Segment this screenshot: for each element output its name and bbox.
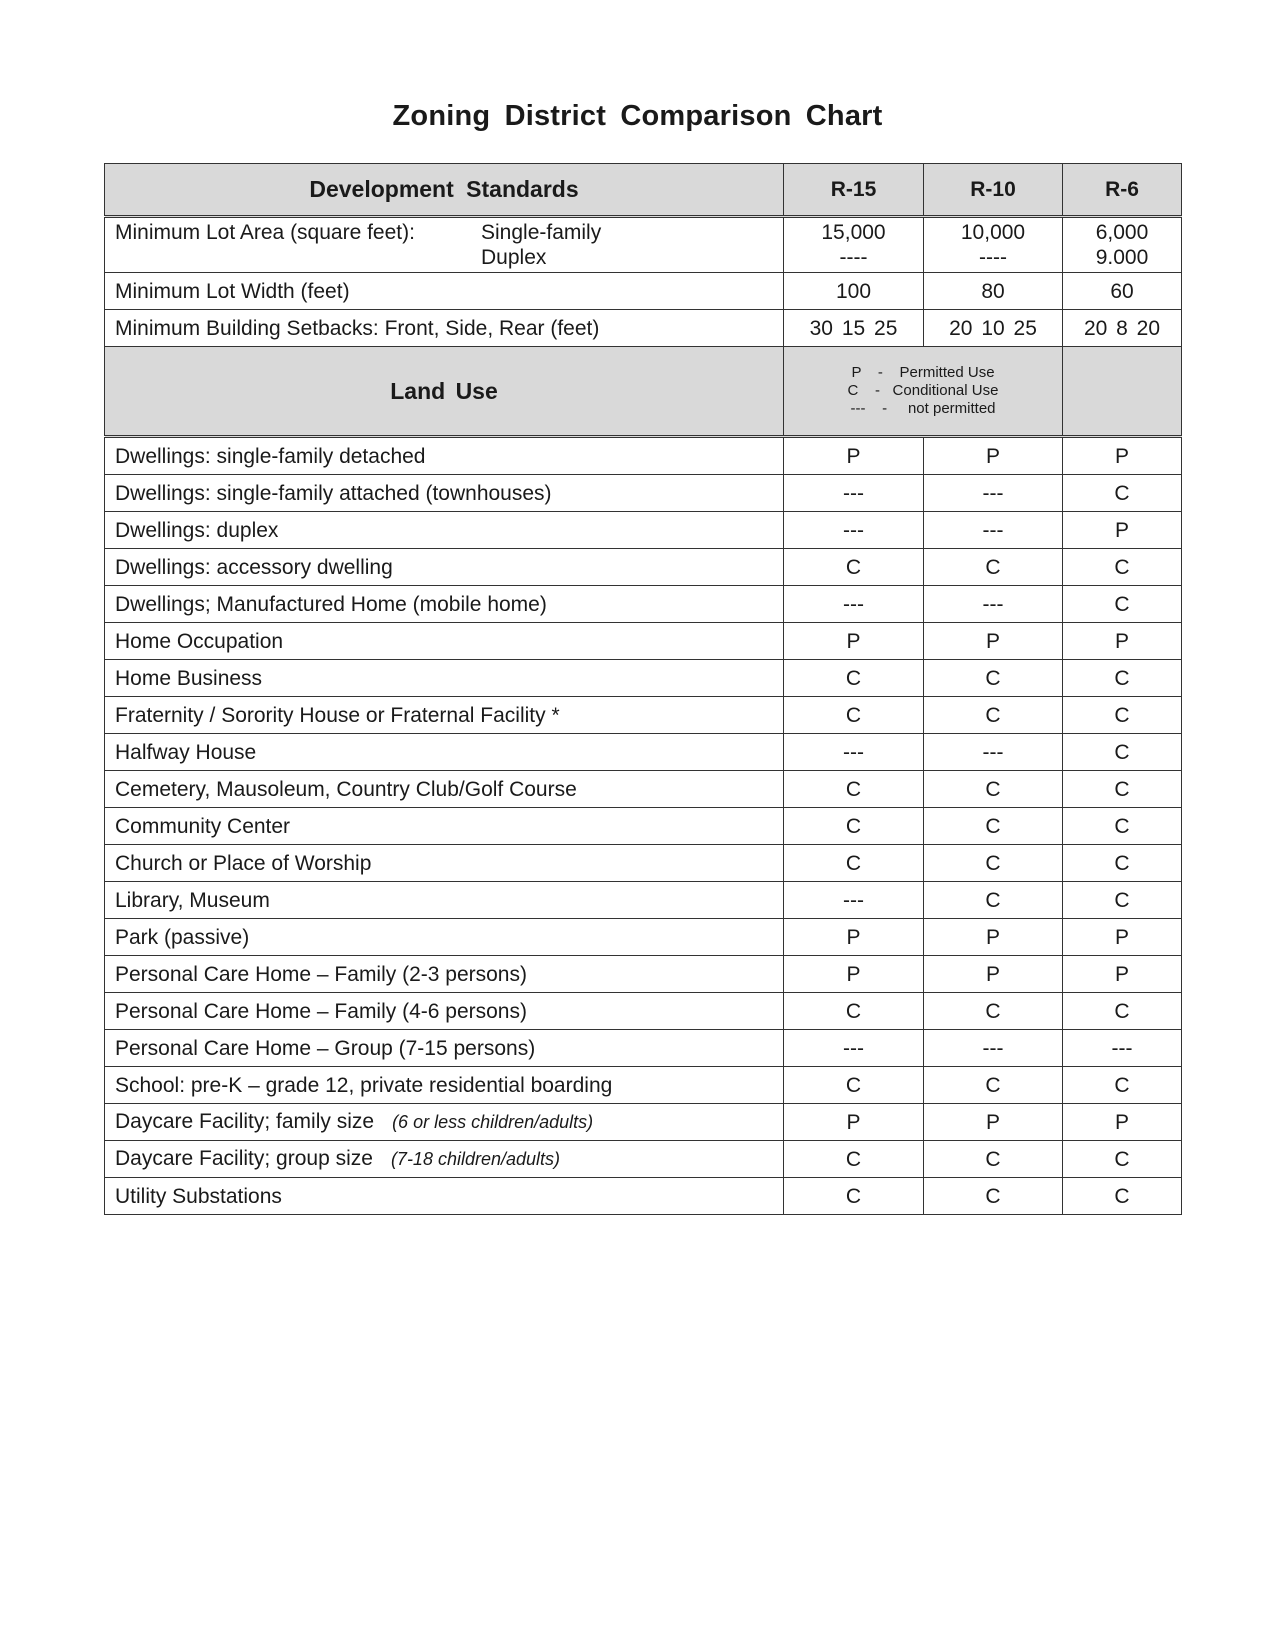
table-row [105,771,1182,808]
use-value-r6: --- [1063,1030,1182,1067]
use-value-r6: P [1063,623,1182,660]
district-header-r10: R-10 [924,164,1063,217]
use-value-r10: P [924,1104,1063,1141]
use-value-r6: P [1063,919,1182,956]
value-cell: 10,000 [960,221,1026,244]
use-value-r15: P [784,956,924,993]
land-use-name: Cemetery, Mausoleum, Country Club/Golf Course [115,777,577,801]
use-value-r6: C [1063,549,1182,586]
land-use-name: Halfway House [115,740,257,764]
district-header-r15: R-15 [784,164,924,217]
use-value-r15: --- [784,734,924,771]
use-value-r15: C [784,845,924,882]
setbacks-row [105,310,1182,347]
table-row [105,956,1182,993]
land-use-name: Dwellings: single-family attached (townhouses) [115,481,552,505]
use-value-r6: P [1063,512,1182,549]
land-use-label [105,586,784,623]
use-value-r10: --- [924,586,1063,623]
use-value-r6: C [1063,475,1182,512]
min-lot-width-r10: 80 [924,273,1063,310]
table-row [105,1030,1182,1067]
land-use-label [105,512,784,549]
land-use-header-row [105,347,1182,437]
table-row [105,1067,1182,1104]
legend-conditional: C - Conditional Use [847,382,999,399]
table-row [105,993,1182,1030]
use-value-r15: C [784,771,924,808]
min-lot-area-r15 [784,217,924,273]
use-value-r15: P [784,919,924,956]
table-row [105,437,1182,475]
use-value-r10: P [924,623,1063,660]
use-value-r15: C [784,1067,924,1104]
land-use-name: Home Occupation [115,629,284,653]
use-value-r15: P [784,437,924,475]
use-value-r15: C [784,697,924,734]
use-value-r6: C [1063,808,1182,845]
use-value-r10: C [924,1178,1063,1215]
land-use-name: Church or Place of Worship [115,851,372,875]
district-header-r6: R-6 [1063,164,1182,217]
value-cell: 15,000 [821,221,886,244]
use-value-r6: C [1063,845,1182,882]
land-use-name: Park (passive) [115,925,250,949]
value-cell: 6,000 [1095,221,1149,244]
use-value-r6: C [1063,1178,1182,1215]
min-lot-area-single-family: Single-family [481,221,602,244]
land-use-label [105,919,784,956]
use-value-r6: C [1063,1141,1182,1178]
setbacks-r15: 30 15 25 [784,310,924,347]
value-cell: ---- [839,246,868,269]
legend-permitted: P - Permitted Use [851,364,995,381]
land-use-name: Dwellings; Manufactured Home (mobile home) [115,592,547,616]
standards-header-label: Development Standards [105,164,784,217]
use-value-r15: C [784,993,924,1030]
use-value-r15: C [784,1141,924,1178]
land-use-header-label: Land Use [105,347,784,437]
use-value-r6: C [1063,993,1182,1030]
land-use-label [105,771,784,808]
land-use-label [105,993,784,1030]
use-value-r10: C [924,1067,1063,1104]
table-row [105,1104,1182,1141]
use-value-r10: --- [924,512,1063,549]
table-row [105,1141,1182,1178]
table-row [105,734,1182,771]
use-value-r10: --- [924,734,1063,771]
setbacks-r10: 20 10 25 [924,310,1063,347]
zoning-comparison-table [104,163,1182,1215]
use-value-r6: P [1063,437,1182,475]
table-row [105,1178,1182,1215]
use-value-r6: P [1063,956,1182,993]
use-value-r10: C [924,771,1063,808]
min-lot-area-label [105,217,784,273]
use-value-r6: P [1063,1104,1182,1141]
land-use-label [105,1030,784,1067]
use-value-r6: C [1063,586,1182,623]
min-lot-width-r6: 60 [1063,273,1182,310]
land-use-note: (6 or less children/adults) [392,1112,594,1132]
use-value-r15: --- [784,1030,924,1067]
table-row [105,845,1182,882]
land-use-label [105,882,784,919]
setbacks-r6: 20 8 20 [1063,310,1182,347]
land-use-label [105,808,784,845]
use-legend [784,347,1063,437]
use-value-r6: C [1063,697,1182,734]
use-value-r15: C [784,549,924,586]
use-value-r6: C [1063,882,1182,919]
land-use-header-blank [1063,347,1182,437]
table-body [105,164,1182,1215]
land-use-label [105,697,784,734]
use-value-r10: C [924,808,1063,845]
value-cell: ---- [979,246,1007,269]
use-value-r10: C [924,882,1063,919]
use-value-r6: C [1063,1067,1182,1104]
use-value-r6: C [1063,771,1182,808]
land-use-label [105,1104,784,1141]
table-row [105,623,1182,660]
use-value-r15: --- [784,882,924,919]
use-value-r10: --- [924,1030,1063,1067]
land-use-label [105,956,784,993]
land-use-name: Dwellings: duplex [115,518,279,542]
min-lot-area-label-main: Minimum Lot Area (square feet): [115,221,415,244]
land-use-label [105,1067,784,1104]
use-value-r10: C [924,1141,1063,1178]
land-use-label [105,549,784,586]
use-value-r10: P [924,437,1063,475]
land-use-label [105,734,784,771]
use-value-r10: C [924,993,1063,1030]
use-value-r6: C [1063,660,1182,697]
min-lot-area-row [105,217,1182,273]
use-value-r15: P [784,1104,924,1141]
legend-not-permitted: --- - not permitted [850,400,996,417]
min-lot-width-row [105,273,1182,310]
land-use-label [105,475,784,512]
use-value-r10: C [924,549,1063,586]
value-cell: 9.000 [1095,246,1149,269]
land-use-name: Library, Museum [115,888,270,912]
table-row [105,549,1182,586]
table-row [105,512,1182,549]
use-value-r15: C [784,660,924,697]
use-value-r10: P [924,919,1063,956]
use-value-r15: P [784,623,924,660]
land-use-label [105,845,784,882]
table-row [105,660,1182,697]
table-row [105,697,1182,734]
use-value-r15: --- [784,586,924,623]
use-value-r10: C [924,660,1063,697]
land-use-label [105,1141,784,1178]
land-use-name: Utility Substations [115,1184,282,1208]
table-row [105,882,1182,919]
land-use-name: Community Center [115,814,291,838]
land-use-name: Daycare Facility; group size [115,1147,373,1170]
land-use-name: Home Business [115,666,263,690]
min-lot-area-r6 [1063,217,1182,273]
land-use-name: Dwellings: accessory dwelling [115,555,393,579]
page-title: Zoning District Comparison Chart [392,100,883,132]
setbacks-label: Minimum Building Setbacks: Front, Side, Rear (feet) [105,310,784,347]
min-lot-area-duplex: Duplex [481,246,547,269]
use-value-r10: C [924,697,1063,734]
standards-header-row [105,164,1182,217]
use-value-r10: C [924,845,1063,882]
use-value-r10: P [924,956,1063,993]
land-use-name: Personal Care Home – Group (7-15 persons) [115,1036,536,1060]
table-row [105,919,1182,956]
land-use-name: Daycare Facility; family size [115,1110,375,1133]
land-use-label [105,660,784,697]
table-row [105,808,1182,845]
land-use-name: Personal Care Home – Family (2-3 persons) [115,962,527,986]
land-use-name: School: pre-K – grade 12, private residential boarding [115,1073,613,1097]
min-lot-width-r15: 100 [784,273,924,310]
land-use-label [105,1178,784,1215]
land-use-name: Dwellings: single-family detached [115,444,426,468]
land-use-label [105,623,784,660]
use-value-r15: C [784,1178,924,1215]
land-use-name: Personal Care Home – Family (4-6 persons) [115,999,527,1023]
use-value-r6: C [1063,734,1182,771]
min-lot-width-label: Minimum Lot Width (feet) [105,273,784,310]
table-row [105,586,1182,623]
land-use-label [105,437,784,475]
use-value-r15: C [784,808,924,845]
min-lot-area-r10 [924,217,1063,273]
land-use-name: Fraternity / Sorority House or Fraternal Facility * [115,703,560,727]
use-value-r10: --- [924,475,1063,512]
use-value-r15: --- [784,475,924,512]
land-use-note: (7-18 children/adults) [390,1149,561,1169]
use-value-r15: --- [784,512,924,549]
table-row [105,475,1182,512]
